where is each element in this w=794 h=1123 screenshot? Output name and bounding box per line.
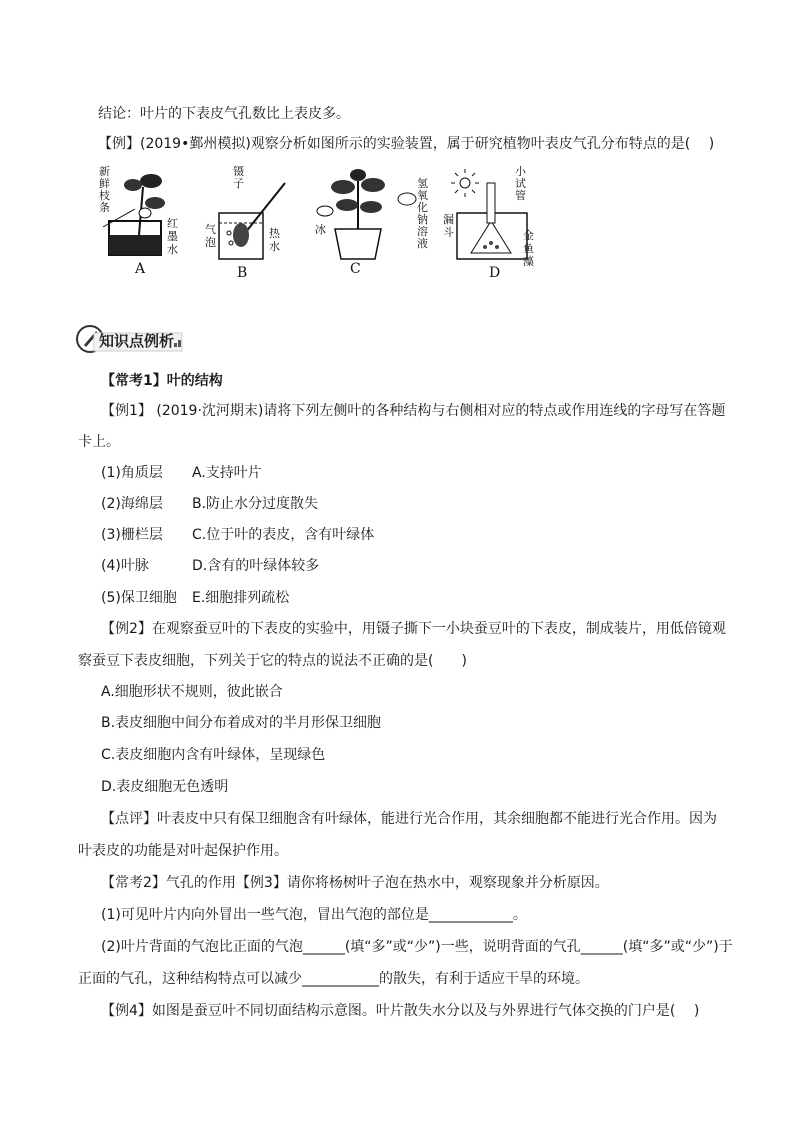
figure-c-label: C <box>350 261 361 277</box>
match-left-1: (1)角质层 <box>101 465 163 481</box>
example4-line: 【例4】如图是蚕豆叶不同切面结构示意图。叶片散失水分以及与外界进行气体交换的门户是( ) <box>101 1003 700 1019</box>
comment-line2: 叶表皮的功能是对叶起保护作用。 <box>78 843 288 859</box>
figure-c <box>315 169 428 277</box>
figure-a <box>99 165 178 277</box>
changkao2-heading: 【常考2】气孔的作用【例3】请你将杨树叶子泡在热水中，观察现象并分析原因。 <box>101 875 609 891</box>
example2-option-c: C.表皮细胞内含有叶绿体，呈现绿色 <box>101 747 326 763</box>
experiment-figure <box>95 163 555 283</box>
figure-a-left-text-1: 鲜 <box>99 177 110 190</box>
section-title: 知识点例析 <box>99 332 175 350</box>
figure-b-top-text-1: 子 <box>233 177 244 190</box>
match-left-4: (4)叶脉 <box>101 558 149 574</box>
figure-d-top-text-2: 管 <box>515 189 526 202</box>
figure-d-left-text-1: 斗 <box>443 226 454 239</box>
match-right-4: D.含有的叶绿体较多 <box>192 558 320 574</box>
match-left-5: (5)保卫细胞 <box>101 590 177 606</box>
example3-question1: (1)可见叶片内向外冒出一些气泡，冒出气泡的部位是____________。 <box>101 907 527 923</box>
figure-b <box>205 164 285 281</box>
figure-b-top-text-0: 镊 <box>233 165 244 178</box>
example2-option-d: D.表皮细胞无色透明 <box>101 779 229 795</box>
figure-a-right-text-0: 红 <box>167 217 178 230</box>
figure-c-right-text-3: 钠 <box>417 213 428 226</box>
figure-a-left-text-2: 枝 <box>99 189 110 202</box>
figure-a-label: A <box>135 261 146 277</box>
figure-d-label: D <box>489 265 501 281</box>
figure-c-right-text-4: 溶 <box>417 225 428 238</box>
figure-d-right-text-0: 金 <box>523 229 534 242</box>
figure-c-right-text-0: 氢 <box>417 177 428 190</box>
figure-b-left-text-0: 气 <box>205 223 216 236</box>
figure-b-left-text-1: 泡 <box>205 236 216 249</box>
figure-a-left-text-0: 新 <box>99 165 110 178</box>
figure-b-right-text-1: 水 <box>269 240 280 253</box>
example2-option-b: B.表皮细胞中间分布着成对的半月形保卫细胞 <box>101 715 382 731</box>
figure-d <box>443 164 534 281</box>
figure-c-right-text-1: 氧 <box>417 189 428 202</box>
example1-line1: 【例1】 (2019·沈河期末)请将下列左侧叶的各种结构与右侧相对应的特点或作用连线的字母写在答题 <box>101 403 726 419</box>
match-right-1: A.支持叶片 <box>192 465 262 481</box>
figure-b-right-text-0: 热 <box>269 227 280 240</box>
match-left-3: (3)栅栏层 <box>101 527 163 543</box>
figure-d-right-text-2: 藻 <box>523 255 534 268</box>
changkao1-heading: 【常考1】叶的结构 <box>101 373 223 389</box>
example1-line2: 卡上。 <box>78 434 120 450</box>
figure-a-right-text-2: 水 <box>167 243 178 256</box>
figure-c-right-text-5: 液 <box>417 237 428 250</box>
example2-line1: 【例2】在观察蚕豆叶的下表皮的实验中，用镊子撕下一小块蚕豆叶的下表皮，制成装片，用低倍镜观 <box>101 621 726 637</box>
figure-c-right-text-2: 化 <box>417 201 428 214</box>
comment-line1: 【点评】叶表皮中只有保卫细胞含有叶绿体，能进行光合作用，其余细胞都不能进行光合作用。因为 <box>101 811 717 827</box>
match-left-2: (2)海绵层 <box>101 496 163 512</box>
example2-line2: 察蚕豆下表皮细胞，下列关于它的特点的说法不正确的是( ) <box>78 653 467 669</box>
example3-question2-line2: 正面的气孔，这种结构特点可以减少___________的散失，有利于适应干旱的环境。 <box>78 971 589 987</box>
figure-a-left-text-3: 条 <box>99 201 110 214</box>
match-right-5: E.细胞排列疏松 <box>192 590 290 606</box>
figure-d-right-text-1: 鱼 <box>523 242 534 255</box>
match-right-2: B.防止水分过度散失 <box>192 496 319 512</box>
figure-d-top-text-1: 试 <box>515 177 526 190</box>
example2-option-a: A.细胞形状不规则，彼此嵌合 <box>101 684 283 700</box>
figure-c-left-text: 冰 <box>315 223 326 236</box>
example-intro: 【例】(2019•鄞州模拟)观察分析如图所示的实验装置，属于研究植物叶表皮气孔分布特点的是( ) <box>98 136 715 152</box>
conclusion-line: 结论：叶片的下表皮气孔数比上表皮多。 <box>98 106 350 122</box>
figure-d-top-text-0: 小 <box>515 165 526 178</box>
figure-d-left-text-0: 漏 <box>443 213 454 226</box>
figure-b-label: B <box>237 265 248 281</box>
match-right-3: C.位于叶的表皮，含有叶绿体 <box>192 527 375 543</box>
figure-a-right-text-1: 墨 <box>167 230 178 243</box>
example3-question2-line1: (2)叶片背面的气泡比正面的气泡______(填“多”或“少”)一些，说明背面的气孔______(填“多”或“少”)于 <box>101 939 733 955</box>
